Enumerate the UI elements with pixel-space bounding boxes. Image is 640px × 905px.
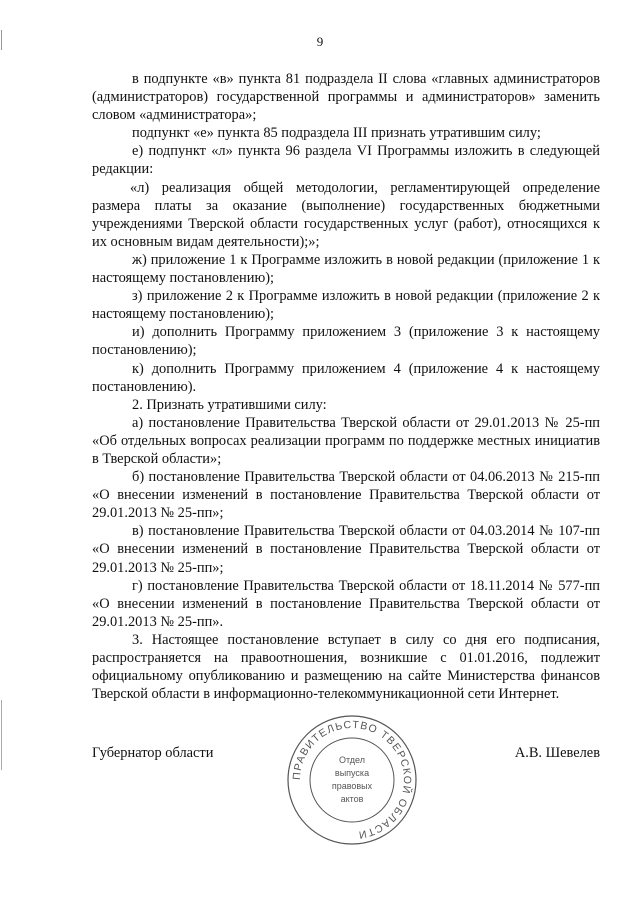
scan-edge: [0, 0, 3, 905]
paragraph: 2. Признать утратившими силу:: [132, 396, 327, 413]
page-number: 9: [316, 34, 324, 49]
paragraph: подпункт «е» пункта 85 подраздела III признать утратившим силу;: [132, 125, 541, 142]
paragraph: в подпункте «в» пункта 81 подраздела II слова «главных администраторов (администраторов) государственной программы и администраторов» заменить словом «администратора»;: [92, 71, 600, 124]
stamp-center-line: правовых: [331, 781, 373, 791]
signatory-name: А.В. Шевелев: [514, 745, 600, 761]
paragraph: з) приложение 2 к Программе изложить в новой редакции (приложение 2 к настоящему постановлению);: [92, 288, 600, 323]
paragraph: в) постановление Правительства Тверской области от 04.03.2014 № 107-пп «О внесении изменений в постановление Правительства Тверской области от 29.01.2013 № 25-пп»;: [92, 523, 600, 576]
scan-edge-mark: [1, 700, 2, 770]
paragraph: г) постановление Правительства Тверской области от 18.11.2014 № 577-пп «О внесении изменений в постановление Правительства Тверской области от 29.01.2013 № 25-пп».: [92, 577, 600, 630]
paragraph: и) дополнить Программу приложением 3 (приложение 3 к настоящему постановлению);: [92, 324, 600, 359]
paragraph: 3. Настоящее постановление вступает в силу со дня его подписания, распространяется на правоотношения, возникшие с 01.01.2016, подлежит официальному опубликованию и размещению на сайте Министерства финансов Тверской области в информационно-телекоммуникационной сети Интернет.: [92, 631, 600, 703]
stamp-ring-text: ПРАВИТЕЛЬСТВО ТВЕРСКОЙ ОБЛАСТИ: [290, 718, 414, 841]
stamp-center-line: выпуска: [334, 768, 370, 778]
signatory-position: Губернатор области: [92, 745, 214, 761]
paragraph: е) подпункт «л» пункта 96 раздела VI Программы изложить в следующей редакции:: [92, 143, 600, 178]
official-stamp: [284, 712, 420, 848]
paragraph: ж) приложение 1 к Программе изложить в новой редакции (приложение 1 к настоящему постановлению);: [92, 251, 600, 287]
stamp-center-line: актов: [340, 794, 364, 804]
paragraph: к) дополнить Программу приложением 4 (приложение 4 к настоящему постановлению).: [92, 360, 600, 395]
paragraph: а) постановление Правительства Тверской области от 29.01.2013 № 25-пп «Об отдельных вопросах реализации программ по поддержке местных инициатив в Тверской области»;: [92, 414, 600, 467]
paragraph: б) постановление Правительства Тверской области от 04.06.2013 № 215-пп «О внесении изменений в постановление Правительства Тверской области от 29.01.2013 № 25-пп»;: [92, 469, 600, 522]
document-body: [92, 70, 600, 703]
stamp-center-line: Отдел: [338, 755, 366, 765]
paragraph: «л) реализация общей методологии, регламентирующей определение размера платы за оказание (выполнение) государственных бюджетными учреждениями Тверской области государственных услуг (работ), относящихся к их основным видам деятельности);»;: [92, 179, 600, 250]
